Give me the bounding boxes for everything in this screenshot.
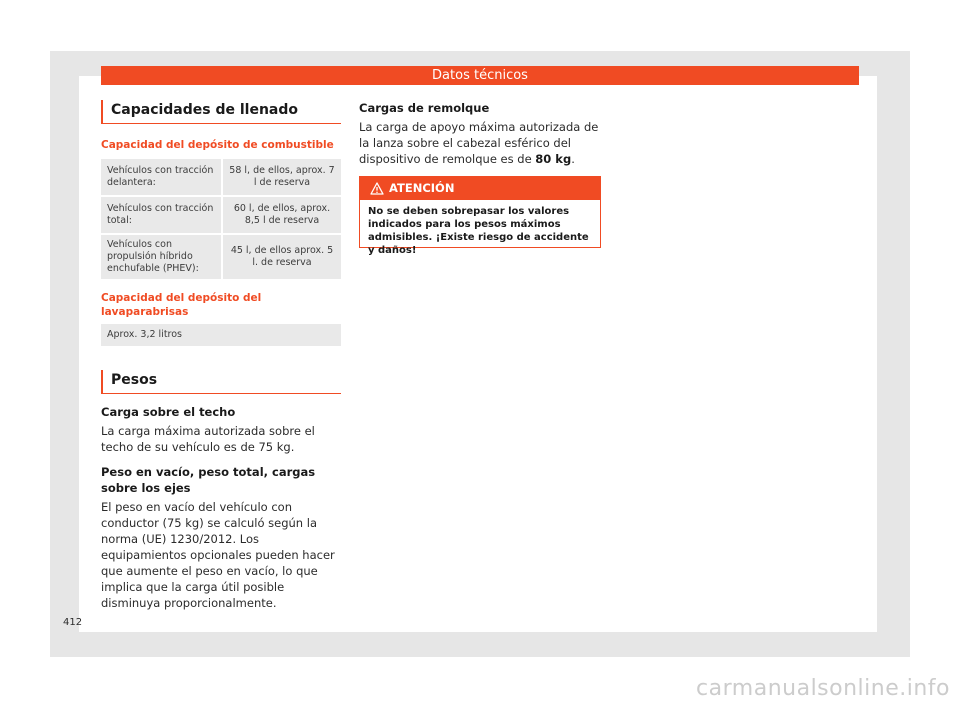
fuel-tank-title: Capacidad del depósito de combustible: [101, 139, 334, 151]
warning-header: [360, 177, 600, 200]
empty-weight-heading: Peso en vacío, peso total, cargas sobre los ejes: [101, 465, 316, 495]
table-row: [101, 234, 341, 280]
row-label: Vehículos con tracción delantera:: [101, 159, 222, 196]
page-number: 412: [63, 617, 83, 628]
washer-tank-title: Capacidad del depósito del lavaparabrisas: [101, 292, 262, 318]
warning-box: [359, 176, 601, 256]
row-label: Vehículos con propulsión híbrido enchufable (PHEV):: [101, 234, 222, 280]
washer-tank-value: Aprox. 3,2 litros: [101, 324, 341, 346]
left-column: [101, 100, 341, 611]
trailer-load-sentence: La carga de apoyo máxima autorizada de la lanza sobre el cabezal esférico del dispositivo de remolque es de: [359, 120, 599, 166]
trailer-load-heading: Cargas de remolque: [359, 101, 490, 115]
row-label: Vehículos con tracción total:: [101, 196, 222, 234]
trailer-load-text: [359, 119, 601, 167]
warning-triangle-icon: [370, 182, 384, 195]
row-value: 45 l, de ellos aprox. 5 l. de reserva: [222, 234, 341, 280]
empty-weight-text: El peso en vacío del vehículo con conductor (75 kg) se calculó según la norma (UE) 1230/2012. Los equipamientos opcionales pueden hacer que aumente el peso en vacío, lo que implica que la carga útil posible disminuya proporcionalmente.: [101, 500, 335, 610]
warning-title: ATENCIÓN: [389, 181, 455, 195]
roof-load-heading: Carga sobre el techo: [101, 405, 236, 419]
fuel-tank-table: [101, 159, 341, 281]
row-value: 60 l, de ellos, aprox. 8,5 l de reserva: [222, 196, 341, 234]
right-column: [359, 100, 601, 167]
table-row: [101, 196, 341, 234]
warning-text: No se deben sobrepasar los valores indicados para los pesos máximos admisibles. ¡Existe riesgo de accidente y daños!: [368, 206, 589, 256]
section-title-capacidades: Capacidades de llenado: [101, 100, 341, 124]
table-row: [101, 159, 341, 196]
section-title-pesos: Pesos: [101, 370, 341, 394]
roof-load-text: La carga máxima autorizada sobre el techo de su vehículo es de 75 kg.: [101, 424, 315, 454]
chapter-header: Datos técnicos: [101, 66, 859, 85]
trailer-load-value: 80 kg: [535, 152, 572, 166]
watermark: carmanualsonline.info: [696, 676, 950, 701]
trailer-load-suffix: .: [571, 152, 575, 166]
row-value: 58 l, de ellos, aprox. 7 l de reserva: [222, 159, 341, 196]
